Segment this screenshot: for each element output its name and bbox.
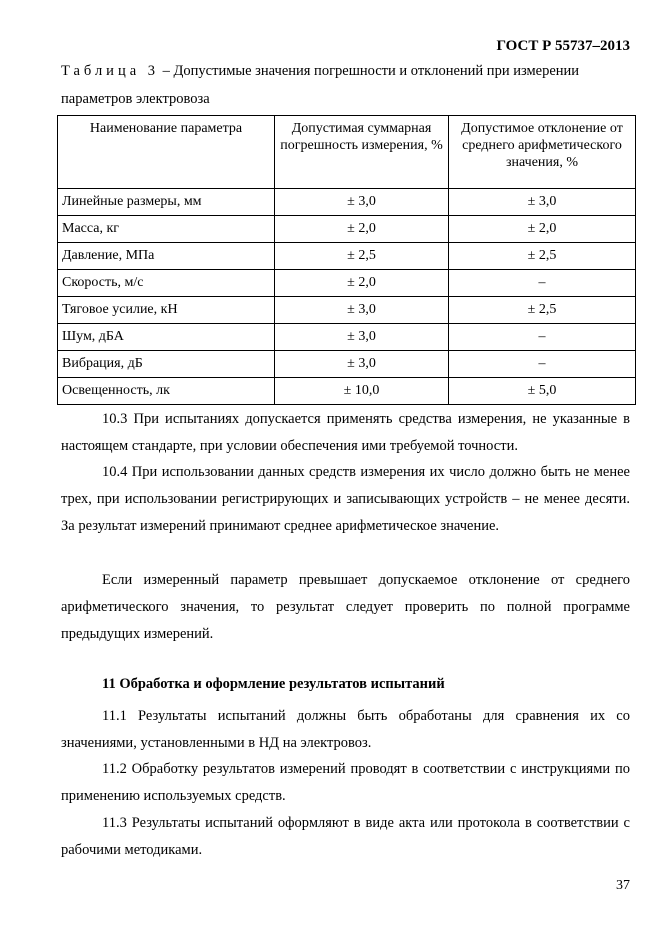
cell-total-error: ± 2,0 (275, 216, 449, 243)
table-caption-label: Таблица 3 (61, 63, 160, 79)
parameters-table (57, 115, 636, 405)
header-parameter: Наименование параметра (58, 116, 275, 189)
paragraph-11-1: 11.1 Результаты испытаний должны быть обработаны для сравнения их со значениями, установленными в НД на электровоз. (61, 708, 630, 751)
table-row (58, 270, 636, 297)
table-caption-line2: параметров электровоза (61, 91, 210, 107)
paragraph-10-4: 10.4 При использовании данных средств измерения их число должно быть не менее трех, при использовании регистрирующих и записывающих устройств – не менее десяти. За результат измерений принимают среднее арифметическое значение. (61, 464, 630, 534)
cell-total-error: ± 2,0 (275, 270, 449, 297)
table-caption-line1 (61, 63, 629, 80)
table-header-row (58, 116, 636, 189)
table-row (58, 216, 636, 243)
cell-deviation: ± 3,0 (449, 189, 636, 216)
cell-deviation: ± 2,5 (449, 297, 636, 324)
cell-total-error: ± 3,0 (275, 189, 449, 216)
cell-parameter: Скорость, м/с (58, 270, 275, 297)
table-caption-text: – Допустимые значения погрешности и отклонений при измерении (159, 63, 580, 79)
cell-deviation: – (449, 270, 636, 297)
cell-total-error: ± 10,0 (275, 378, 449, 405)
header-deviation: Допустимое отклонение от среднего арифметического значения, % (449, 116, 636, 189)
cell-deviation: ± 2,5 (449, 243, 636, 270)
paragraph-10-3: 10.3 При испытаниях допускается применять средства измерения, не указанные в настоящем стандарте, при условии обеспечения ими требуемой точности. (61, 411, 630, 454)
cell-deviation: ± 2,0 (449, 216, 636, 243)
cell-deviation: ± 5,0 (449, 378, 636, 405)
cell-total-error: ± 3,0 (275, 297, 449, 324)
cell-total-error: ± 3,0 (275, 351, 449, 378)
cell-parameter: Линейные размеры, мм (58, 189, 275, 216)
cell-parameter: Давление, МПа (58, 243, 275, 270)
cell-parameter: Тяговое усилие, кН (58, 297, 275, 324)
cell-deviation: – (449, 351, 636, 378)
table-row (58, 189, 636, 216)
cell-total-error: ± 2,5 (275, 243, 449, 270)
table-row (58, 351, 636, 378)
page-number: 37 (616, 878, 630, 893)
table-row (58, 324, 636, 351)
cell-total-error: ± 3,0 (275, 324, 449, 351)
table-row (58, 243, 636, 270)
document-code: ГОСТ Р 55737–2013 (496, 38, 630, 54)
table-row (58, 297, 636, 324)
paragraph-deviation-check: Если измеренный параметр превышает допускаемое отклонение от среднего арифметического значения, то результат следует проверить по полной программе предыдущих измерений. (61, 572, 630, 642)
section-11-heading: 11 Обработка и оформление результатов испытаний (102, 676, 445, 692)
cell-deviation: – (449, 324, 636, 351)
paragraph-11-2: 11.2 Обработку результатов измерений проводят в соответствии с инструкциями по применению используемых средств. (61, 761, 630, 804)
header-total-error: Допустимая суммарная погрешность измерения, % (275, 116, 449, 189)
paragraph-11-3: 11.3 Результаты испытаний оформляют в виде акта или протокола в соответствии с рабочими методиками. (61, 815, 630, 858)
cell-parameter: Освещенность, лк (58, 378, 275, 405)
cell-parameter: Масса, кг (58, 216, 275, 243)
cell-parameter: Вибрация, дБ (58, 351, 275, 378)
cell-parameter: Шум, дБА (58, 324, 275, 351)
table-row (58, 378, 636, 405)
